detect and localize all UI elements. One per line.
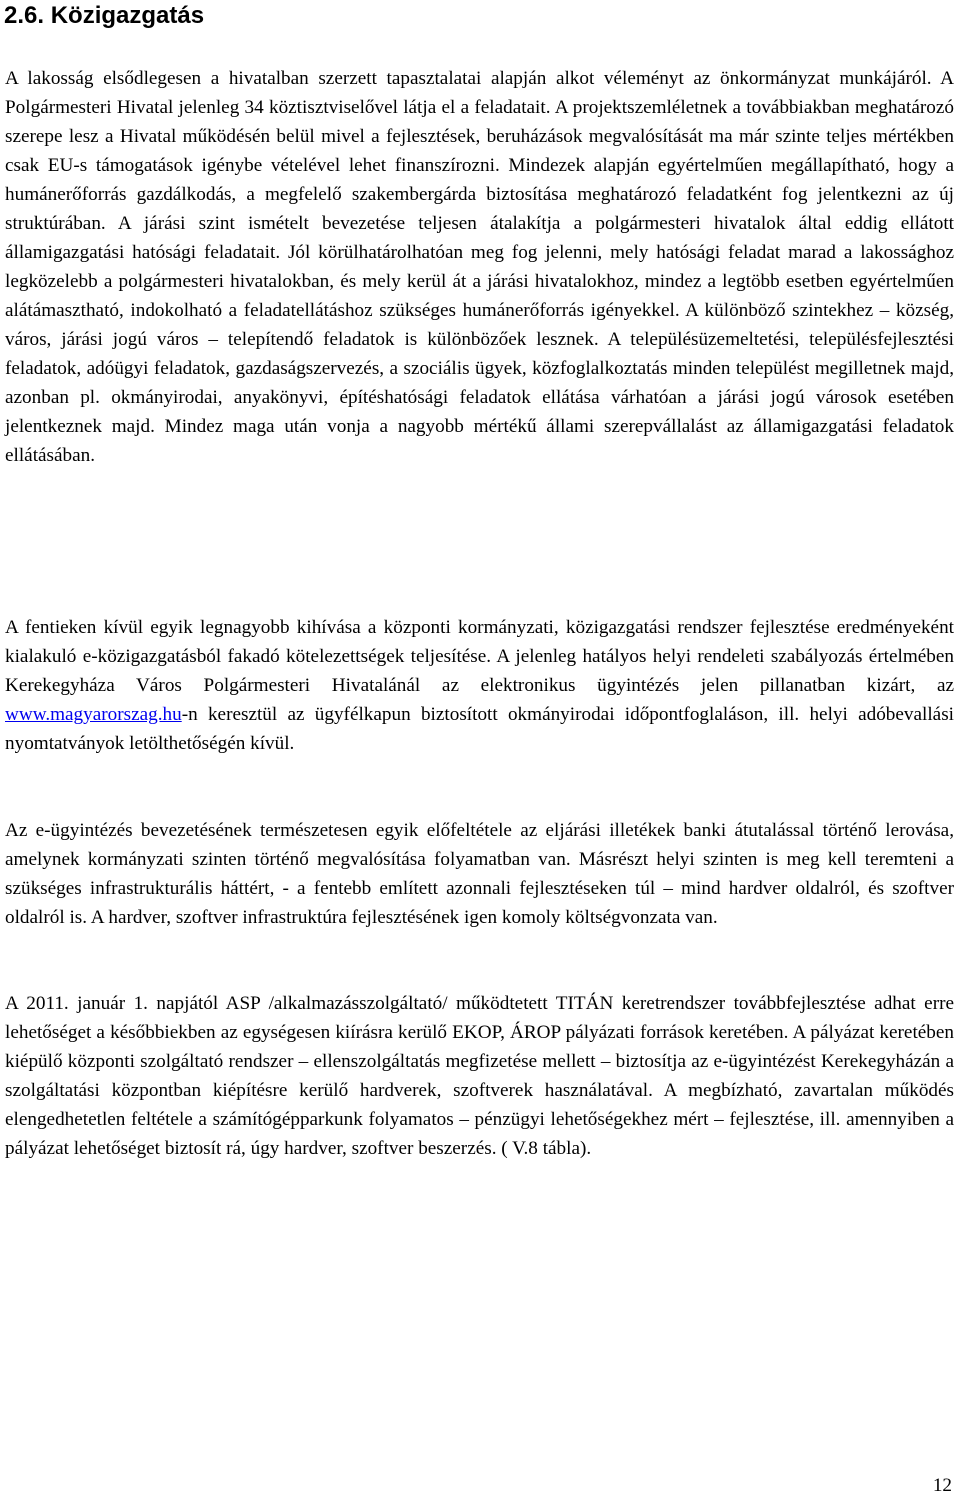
page-number: 12: [932, 1475, 952, 1496]
paragraph-e-administration-prerequisites: Az e-ügyintézés bevezetésének természetesen egyik előfeltétele az eljárási illetékek banki átutalással történő lerovása, amelynek kormányzati szinten történő megvalósítása folyamatban van. Másrészt helyi szinten is meg kell teremteni a szükséges infrastrukturális háttért, - a fentebb említett azonnali fejlesztéseken túl – mind hardver oldalról, és szoftver oldalról is. A hardver, szoftver infrastruktúra fejlesztésének igen komoly költségvonzata van.: [5, 820, 954, 928]
paragraph-public-administration-intro: A lakosság elsődlegesen a hivatalban szerzett tapasztalatai alapján alkot véleményt az önkormányzat munkájáról. A Polgármesteri Hivatal jelenleg 34 köztisztviselővel látja el a feladatait. A projektszemléletnek a továbbiakban meghatározó szerepe lesz a Hivatal működésén belül mivel a fejlesztések, beruházások megvalósítását ma már szinte teljes mértékben csak EU-s támogatások igénybe vételével lehet finanszírozni. Mindezek alapján egyértelműen megállapítható, hogy a humánerőforrás gazdálkodás, a megfelelő szakembergárda biztosítása meghatározó feladatként fog jelentkezni az új struktúrában. A járási szint ismételt bevezetése teljesen átalakítja a polgármesteri hivatalok által eddig ellátott államigazgatási hatósági feladatait. Jól körülhatárolhatóan meg fog jelenni, mely hatósági feladat marad a lakossághoz legközelebb a polgármesteri hivatalokban, és mely kerül át a járási hivatalokhoz, mindez a legtöbb esetben egyértelműen alátámasztható, indokolható a feladatellátáshoz szükséges humánerőforrás igényekkel. A különböző szintekhez – község, város, járási jogú város – telepítendő feladatok is különbözőek lesznek. A településüzemeltetési, településfejlesztési feladatok, adóügyi feladatok, gazdaságszervezés, a szociális ügyek, közfoglalkoztatás minden települést megilletnek majd, azonban pl. okmányirodai, anyakönyvi, építéshatósági feladatok ellátása várhatóan a járási jogú városok esetében jelentkeznek majd. Mindez maga után vonja a nagyobb mértékű állami szerepvállalást az államigazgatási feladatok ellátásában.: [5, 68, 954, 466]
paragraph-titan-framework: A 2011. január 1. napjától ASP /alkalmazásszolgáltató/ működtetett TITÁN keretrendszer továbbfejlesztése adhat erre lehetőséget a későbbiekben az egységesen kiírásra kerülő EKOP, ÁROP pályázati források keretében. A pályázat keretében kiépülő központi szolgáltató rendszer – ellenszolgáltatás megfizetése mellett – biztosítja az e-ügyintézést Kerekegyházán a szolgáltatási központban kiépítésre kerülő hardverek, szoftverek használatával. A megbízható, zavartalan működés elengedhetetlen feltétele a számítógépparkunk folyamatos – pénzügyi lehetőségekhez mért – fejlesztése, ill. amennyiben a pályázat lehetőséget biztosít rá, úgy hardver, szoftver beszerzés. ( V.8 tábla).: [5, 993, 954, 1159]
paragraph-text-before-link: A fentieken kívül egyik legnagyobb kihívása a központi kormányzati, közigazgatási rendszer fejlesztése eredményeként kialakuló e-közigazgatásból fakadó kötelezettségek teljesítése. A jelenleg hatályos helyi rendeleti szabályozás értelmében Kerekegyháza Város Polgármesteri Hivatalánál az elektronikus ügyintézés jelen pillanatban kizárt, az: [5, 617, 954, 696]
paragraph-e-government: [5, 613, 954, 758]
section-title: Közigazgatás: [50, 2, 205, 29]
section-number: 2.6.: [4, 2, 45, 29]
section-heading: [4, 2, 204, 30]
paragraph-text-after-link: -n keresztül az ügyfélkapun biztosított okmányirodai időpontfoglaláson, ill. helyi adóbevallási nyomtatványok letölthetőségén kívül.: [5, 704, 954, 754]
magyarorszag-link[interactable]: www.magyarorszag.hu: [5, 704, 182, 725]
